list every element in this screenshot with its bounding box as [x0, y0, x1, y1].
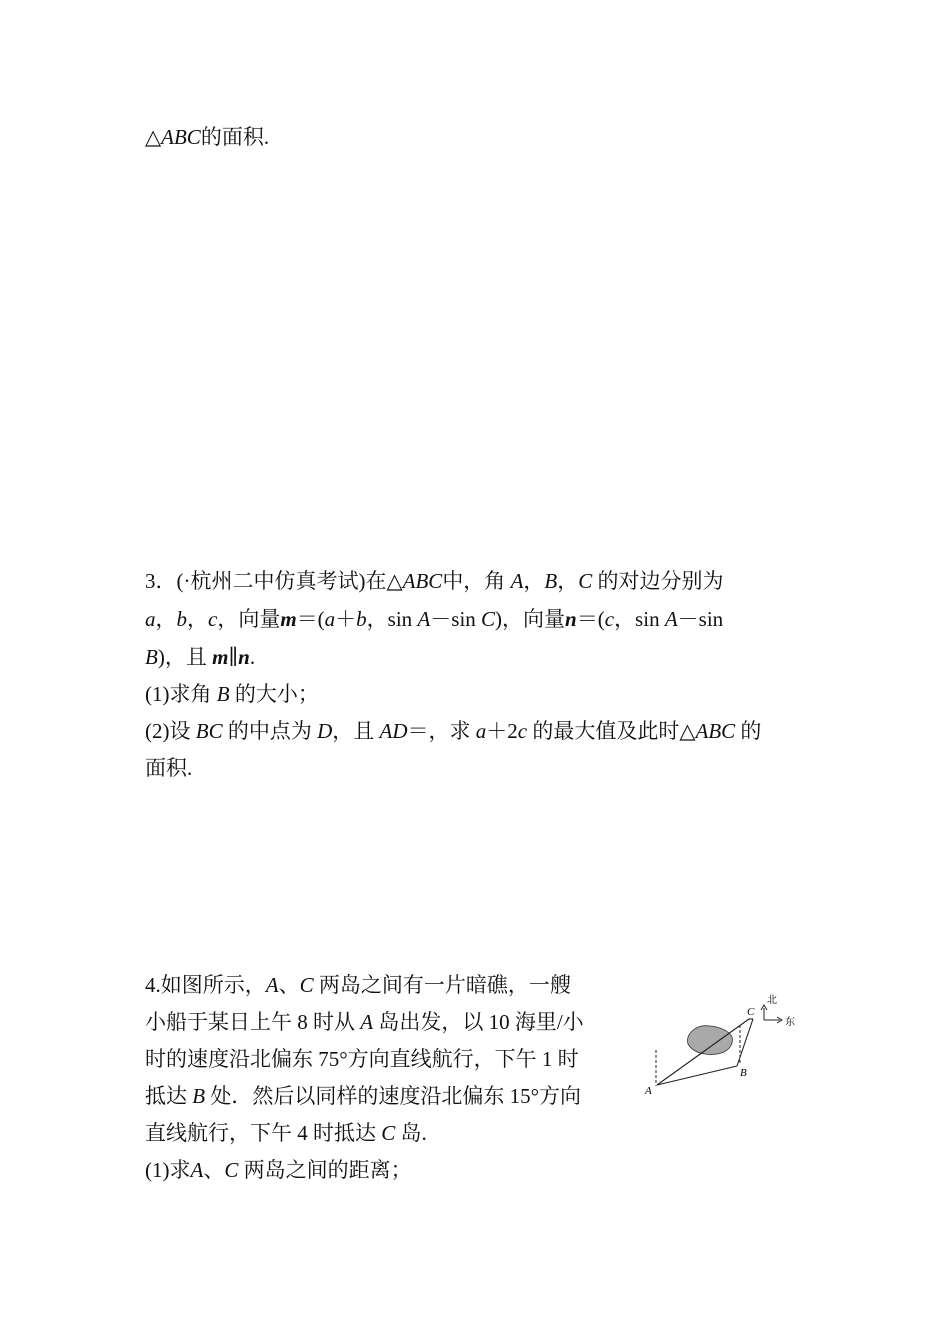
- math-var: C: [381, 1121, 396, 1145]
- text: 抵达: [145, 1084, 187, 1108]
- problem3-question1: [145, 676, 319, 712]
- text: ＝，求: [407, 719, 471, 743]
- text: △: [145, 125, 162, 149]
- problem4-line4: [145, 1078, 581, 1114]
- math-var: a: [324, 607, 336, 631]
- text: 两岛之间的距离；: [243, 1158, 412, 1182]
- problem3-question2: [145, 713, 761, 749]
- text: )，向量: [495, 607, 566, 631]
- text: .: [249, 645, 256, 669]
- text: ，sin: [614, 607, 665, 631]
- problem4-line5: [145, 1115, 427, 1151]
- math-var: B: [216, 682, 230, 706]
- math-var: a: [475, 719, 487, 743]
- math-var: c: [604, 607, 615, 631]
- parallel-symbol: ∥: [228, 645, 239, 669]
- label-a: A: [645, 1085, 652, 1097]
- reef-shape: [688, 1026, 733, 1055]
- text: ＋: [335, 607, 357, 631]
- text: 岛出发，以 10 海里/小: [378, 1010, 584, 1034]
- problem4-line2: [145, 1004, 584, 1040]
- text: ＝(: [576, 607, 605, 631]
- text: 直线航行，下午 4 时抵达: [145, 1121, 376, 1145]
- text: ，: [557, 569, 579, 593]
- math-var: BC: [195, 719, 223, 743]
- text: 3．(·杭州二中仿真考试)在△: [145, 569, 403, 593]
- math-var: A: [664, 607, 678, 631]
- text: ＝(: [296, 607, 325, 631]
- text: 、: [278, 973, 300, 997]
- math-var: A: [360, 1010, 374, 1034]
- text: 中，角: [442, 569, 506, 593]
- text: 的大小；: [234, 682, 319, 706]
- navigation-diagram: [640, 988, 810, 1103]
- math-var: B: [145, 645, 158, 669]
- math-var: B: [192, 1084, 206, 1108]
- math-var: C: [481, 607, 496, 631]
- text: －sin: [677, 607, 724, 631]
- math-var: b: [356, 607, 367, 631]
- vector-n: n: [238, 645, 250, 669]
- text: 的对边分别为: [597, 569, 724, 593]
- text: ，: [187, 607, 208, 631]
- math-var: C: [299, 973, 314, 997]
- text: 处．然后以同样的速度沿北偏东 15°方向: [210, 1084, 581, 1108]
- text: 的: [740, 719, 762, 743]
- problem3-question2-cont: [145, 750, 192, 786]
- math-var: ABC: [695, 719, 736, 743]
- text: ＋2: [486, 719, 518, 743]
- math-var: D: [317, 719, 333, 743]
- text: 岛.: [400, 1121, 427, 1145]
- text: (2)设: [145, 719, 191, 743]
- text: 的最大值及此时△: [532, 719, 696, 743]
- problem3-line2: [145, 601, 723, 637]
- math-var: B: [544, 569, 558, 593]
- text: (1)求角: [145, 682, 212, 706]
- vector-m: m: [280, 607, 297, 631]
- math-var: ABC: [402, 569, 443, 593]
- problem3-line3: [145, 639, 255, 675]
- text: －sin: [430, 607, 482, 631]
- prev-problem-end-line: [145, 119, 269, 155]
- label-north: 北: [767, 995, 777, 1006]
- navigation-figure: [640, 988, 810, 1103]
- math-var: c: [517, 719, 528, 743]
- text: 4.如图所示，: [145, 973, 266, 997]
- problem4-question1: [145, 1152, 412, 1188]
- problem4-line3: [145, 1041, 579, 1077]
- vector-m: m: [212, 645, 229, 669]
- math-var: AD: [379, 719, 408, 743]
- text: ，且: [332, 719, 375, 743]
- text: ，向量: [217, 607, 281, 631]
- text: 、: [203, 1158, 225, 1182]
- math-var: a: [145, 607, 156, 631]
- math-var: A: [510, 569, 524, 593]
- text: 面积.: [145, 756, 193, 780]
- text: ，: [523, 569, 545, 593]
- text: 时的速度沿北偏东 75°方向直线航行，下午 1 时: [145, 1047, 579, 1071]
- text: 两岛之间有一片暗礁，一艘: [318, 973, 571, 997]
- math-var: A: [190, 1158, 204, 1182]
- problem4-line1: [145, 967, 571, 1003]
- math-var: C: [224, 1158, 239, 1182]
- label-b: B: [740, 1067, 747, 1079]
- text: )，且: [157, 645, 207, 669]
- math-var: A: [265, 973, 279, 997]
- problem3-line1: [145, 563, 723, 599]
- text: 小船于某日上午 8 时从: [145, 1010, 355, 1034]
- vector-n: n: [565, 607, 577, 631]
- route-ab: [657, 1066, 737, 1085]
- math-var: C: [578, 569, 593, 593]
- label-east: 东: [785, 1017, 795, 1028]
- text: (1)求: [145, 1158, 191, 1182]
- text: ，: [155, 607, 177, 631]
- math-var: A: [417, 607, 431, 631]
- text: 的面积.: [200, 125, 270, 149]
- text: ，sin: [366, 607, 418, 631]
- math-var: c: [208, 607, 218, 631]
- math-var: ABC: [161, 125, 201, 149]
- text: 的中点为: [227, 719, 312, 743]
- math-var: b: [176, 607, 187, 631]
- label-c: C: [747, 1006, 755, 1018]
